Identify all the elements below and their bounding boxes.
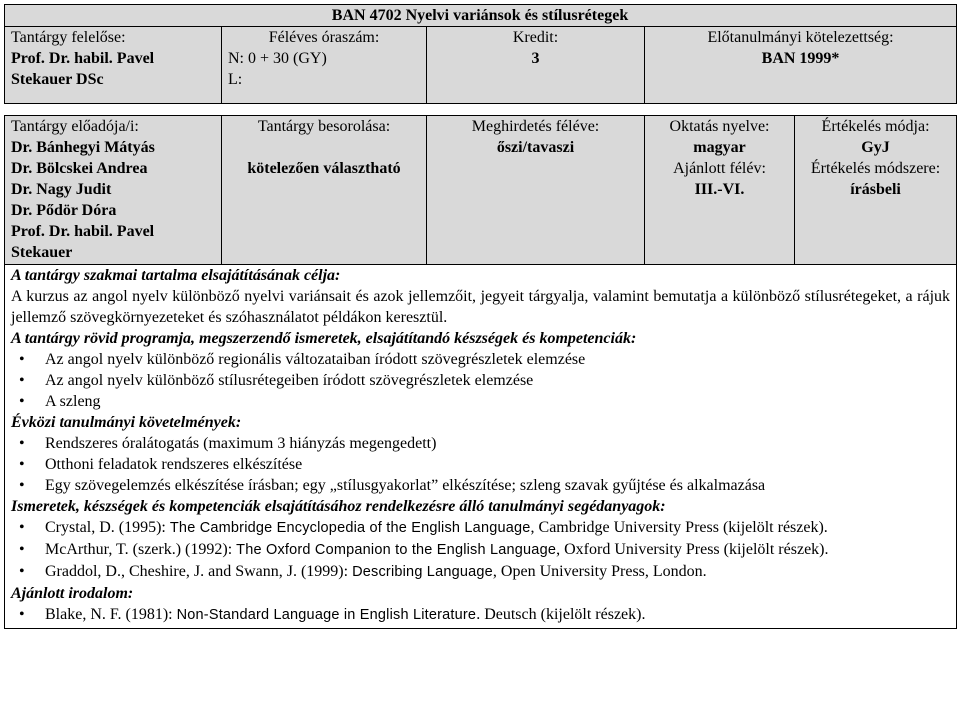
reference-author: Blake, N. F. (1981): [45, 606, 177, 623]
semester-value: őszi/tavaszi [496, 139, 575, 156]
lecturer-5: Prof. Dr. habil. Pavel Stekauer [11, 223, 155, 261]
reference-publisher: , Oxford University Press (kijelölt részek). [556, 541, 829, 558]
credit-label: Kredit: [512, 29, 559, 46]
prereq-label: Előtanulmányi kötelezettség: [707, 29, 894, 46]
info-row [5, 116, 957, 265]
header-row [5, 27, 957, 104]
assessment-cell [795, 116, 957, 265]
reference-title: The Oxford Companion to the English Language [236, 542, 557, 558]
list-item: • Egy szövegelemzés elkészítése írásban; egy „stílusgyakorlat” elkészítése; szleng szavak gyűjtése és alkalmazása [33, 475, 950, 496]
reference-publisher: , Open University Press, London. [492, 563, 707, 580]
responsible-name: Prof. Dr. habil. Pavel Stekauer DSc [11, 50, 155, 88]
lecturer-3: Dr. Nagy Judit [11, 181, 112, 198]
requirements-heading: Évközi tanulmányi követelmények: [11, 414, 242, 431]
content-row [5, 265, 957, 629]
language-value: magyar [693, 139, 746, 156]
prereq-value: BAN 1999* [761, 50, 840, 67]
list-item: • Az angol nyelv különböző stílusrétegeiben íródott szövegrészletek elemzése [33, 370, 950, 391]
classification-value: kötelezően választható [247, 160, 401, 177]
semester-cell [427, 116, 645, 265]
credit-value: 3 [531, 50, 540, 67]
reading-list [11, 604, 950, 626]
reference-author: Graddol, D., Cheshire, J. and Swann, J. (1999): [45, 563, 353, 580]
recommended-label: Ajánlott félév: [673, 160, 766, 177]
list-item: • A szleng [33, 391, 950, 412]
list-item [33, 604, 950, 626]
responsible-label: Tantárgy felelőse: [11, 29, 126, 46]
classification-cell [222, 116, 427, 265]
language-cell [645, 116, 795, 265]
hours-label: Féléves óraszám: [268, 29, 380, 46]
reference-publisher: . Deutsch (kijelölt részek). [476, 606, 646, 623]
requirements-list [11, 433, 950, 496]
goal-heading: A tantárgy szakmai tartalma elsajátításának célja: [11, 267, 341, 284]
reference-author: McArthur, T. (szerk.) (1992): [45, 541, 237, 558]
program-heading: A tantárgy rövid programja, megszerzendő ismeretek, elsajátítandó készségek és kompetenciák: [11, 330, 637, 347]
reference-publisher: , Cambridge University Press (kijelölt részek). [530, 519, 828, 536]
course-title: BAN 4702 Nyelvi variánsok és stílusrétegek [331, 7, 629, 24]
responsible-cell [5, 27, 222, 104]
classification-label: Tantárgy besorolása: [257, 118, 391, 135]
list-item [33, 517, 950, 539]
reading-heading: Ajánlott irodalom: [11, 585, 134, 602]
hours-l: L: [228, 71, 243, 88]
reference-title: Non-Standard Language in English Literature [176, 607, 477, 623]
prereq-cell [645, 27, 957, 104]
hours-n: N: 0 + 30 (GY) [228, 50, 327, 67]
semester-label: Meghirdetés féléve: [471, 118, 600, 135]
list-item: • Rendszeres óralátogatás (maximum 3 hiányzás megengedett) [33, 433, 950, 454]
list-item: • Otthoni feladatok rendszeres elkészítése [33, 454, 950, 475]
spacer-row [5, 104, 957, 116]
reference-title: The Cambridge Encyclopedia of the English Language [169, 520, 531, 536]
reference-title: Describing Language [352, 564, 493, 580]
credit-cell [427, 27, 645, 104]
assessment-method-value: írásbeli [850, 181, 901, 198]
lecturers-cell [5, 116, 222, 265]
lecturer-1: Dr. Bánhegyi Mátyás [11, 139, 155, 156]
assessment-label: Értékelés módja: [821, 118, 930, 135]
recommended-value: III.-VI. [694, 181, 745, 198]
materials-list [11, 517, 950, 583]
reference-author: Crystal, D. (1995): [45, 519, 170, 536]
list-item: • Az angol nyelv különböző regionális változataiban íródott szövegrészletek elemzése [33, 349, 950, 370]
language-label: Oktatás nyelve: [669, 118, 770, 135]
assessment-value: GyJ [861, 139, 890, 156]
course-table [4, 4, 957, 629]
assessment-method-label: Értékelés módszere: [810, 160, 941, 177]
program-list [11, 349, 950, 412]
lecturer-2: Dr. Bölcskei Andrea [11, 160, 148, 177]
content-cell [5, 265, 957, 629]
list-item [33, 561, 950, 583]
hours-cell [222, 27, 427, 104]
lecturer-4: Dr. Pődör Dóra [11, 202, 117, 219]
materials-heading: Ismeretek, készségek és kompetenciák elsajátításához rendelkezésre álló tanulmányi segédanyagok: [11, 498, 666, 515]
goal-text: A kurzus az angol nyelv különböző nyelvi variánsait és azok jellemzőit, jegyeit tárgyalja, valamint bemutatja a különböző stílusrétegeket, a rájuk jellemző szövegkörnyezeteket és szóhasználatot példákon keresztül. [11, 288, 951, 326]
lecturers-label: Tantárgy előadója/i: [11, 118, 139, 135]
list-item [33, 539, 950, 561]
